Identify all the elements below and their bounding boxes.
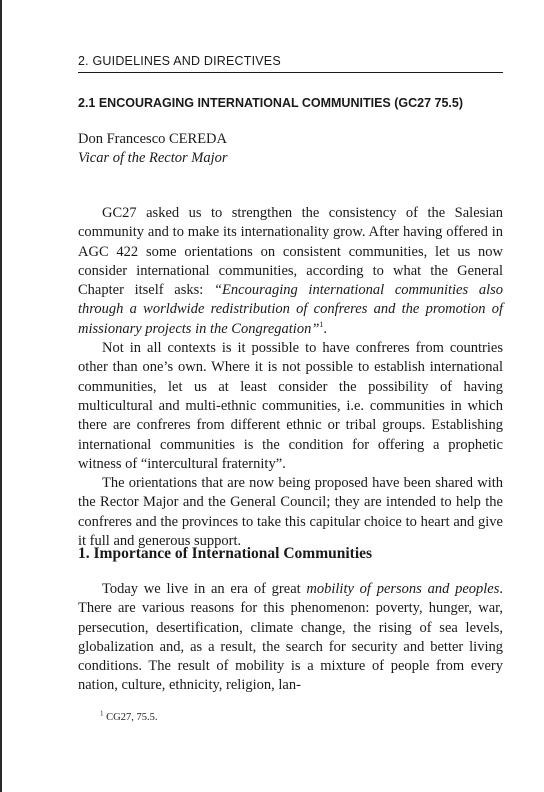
footnote-reference: 1 <box>319 319 324 329</box>
paragraph-3: The orientations that are now being proposed have been shared with the Rector Major and the General Council; they are intended to help the confreres and the provinces to take this capitular choice to heart and give it full and generous support. <box>78 475 503 550</box>
paragraph-1-end: . <box>323 320 328 337</box>
author-name: Don Francesco CEREDA <box>78 131 228 147</box>
page-border <box>0 0 2 792</box>
running-header: 2. GUIDELINES AND DIRECTIVES <box>78 54 281 68</box>
paragraph-1 <box>78 204 503 339</box>
footnote-text: CG27, 75.5. <box>106 712 158 723</box>
intro-text <box>78 204 503 551</box>
paragraph-1-text: GC27 asked us to strengthen the consistency of the Salesian community and to make its internationality grow. After having offered in AGC 422 some orientations on consistent communities, let us now consider international communities, according to what the General Chapter itself asks: <box>78 205 503 299</box>
footnote-marker: 1 <box>100 709 104 718</box>
author-block <box>78 130 228 168</box>
paragraph-4-start: Today we live in an era of great <box>102 581 307 597</box>
paragraph-4 <box>78 580 503 696</box>
header-rule <box>78 72 503 73</box>
paragraph-4-emphasis: mobility of persons and peoples <box>306 581 500 597</box>
subsection-heading: 1. Importance of International Communities <box>78 545 373 562</box>
paragraph-1-quote: “Encouraging international communities also through a worldwide redistribution of confreres and the promotion of missionary projects in the Congregation” <box>78 282 503 337</box>
author-role: Vicar of the Rector Major <box>78 150 228 166</box>
section-heading: 2.1 ENCOURAGING INTERNATIONAL COMMUNITIES (GC27 75.5) <box>78 96 463 110</box>
footnote <box>100 709 158 723</box>
paragraph-4-text: . There are various reasons for this phenomenon: poverty, hunger, war, persecution, desertification, climate change, the rising of sea levels, globalization and, as a result, the search for security and better living conditions. The result of mobility is a mixture of people from every nation, culture, ethnicity, religion, lan- <box>78 581 503 694</box>
paragraph-2: Not in all contexts is it possible to have confreres from countries other than one’s own. Where it is not possible to establish international communities, let us at least consider the possibility of having multicultural and multi-ethnic communities, i.e. communities in which there are confreres from different ethnic or tribal groups. Establishing international communities is the condition for offering a prophetic witness of “intercultural fraternity”. <box>78 340 503 472</box>
section-text <box>78 580 503 696</box>
